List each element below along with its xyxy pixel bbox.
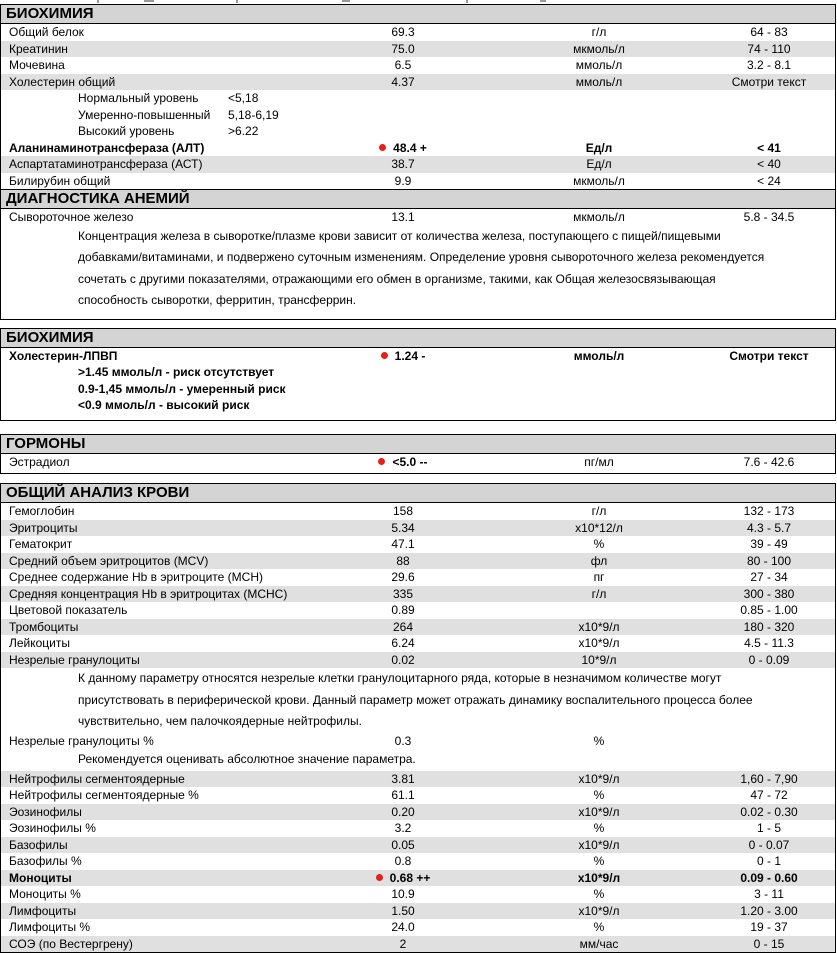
result-cell [311,520,495,537]
abnormal-flag-icon [376,874,383,881]
units: Ед/л [585,140,613,155]
param-name: Нейтрофилы сегментоядерные % [9,788,199,802]
reference-range: 27 - 34 [750,570,788,584]
interpretation-row: 0.9-1,45 ммоль/л - умеренный риск [78,381,286,396]
result-value: 264 [392,619,414,634]
result-cell [311,454,495,471]
units: мм/час [579,936,619,951]
interpretation-row [1,123,835,140]
result-row [1,454,835,471]
reference-range: 3.2 - 8.1 [746,58,792,72]
result-cell [311,886,495,903]
result-row [1,24,835,41]
reference-range: 0.02 - 0.30 [740,804,798,819]
reference-range: < 41 [757,140,781,155]
param-name: Цветовой показатель [9,603,128,617]
result-value: <5.0 -- [392,454,428,469]
result-value: 1.24 - [394,348,426,363]
result-row [1,870,835,887]
units: x10*9/л [578,837,620,852]
units: г/л [591,586,607,601]
units: x10*12/л [575,520,623,535]
units: x10*9/л [577,870,621,885]
section-title: ОБЩИЙ АНАЛИЗ КРОВИ [1,484,835,503]
param-name: Незрелые гранулоциты % [9,733,154,748]
result-cell [311,936,495,953]
result-row [1,536,835,553]
section-cbc [0,483,836,953]
abnormal-flag-icon [379,144,386,151]
result-row [1,41,835,58]
reference-range: 1.20 - 3.00 [740,903,798,918]
result-cell [311,853,495,870]
interpretation-row [1,90,835,107]
comment-note [1,749,835,771]
param-name: Креатинин [9,41,68,56]
comment-note [1,668,835,733]
param-name: Аланинаминотрансфераза (АЛТ) [9,140,205,155]
units: Ед/л [586,157,612,171]
interpretation-row [1,107,835,124]
result-cell [311,820,495,837]
result-value: 0.89 [391,603,415,617]
result-value: 47.1 [391,537,415,551]
units: мкмоль/л [573,41,625,56]
result-row [1,503,835,520]
result-row [1,903,835,920]
units: пг [593,570,605,584]
reference-range: 0 - 0.09 [748,652,790,667]
param-name: Лимфоциты [9,903,77,918]
units: мкмоль/л [573,173,625,188]
param-name: Базофилы [9,837,68,852]
result-row [1,652,835,669]
result-row [1,173,835,190]
comment-line: Концентрация железа в сыворотке/плазме крови зависит от количества железа, поступающего с пищей/пищевыми [78,228,721,243]
param-name: СОЭ (по Вестергрену) [9,936,133,951]
result-value: 9.9 [394,173,412,188]
result-row [1,553,835,570]
result-cell [311,24,495,41]
comment-line: Рекомендуется оценивать абсолютное значение параметра. [78,752,416,766]
reference-range: Смотри текст [731,74,807,89]
result-value: 6.5 [394,58,412,72]
result-value: 2 [399,936,407,951]
reference-range: 39 - 49 [750,537,788,551]
param-name: Среднее содержание Hb в эритроците (MCH) [9,570,263,584]
comment-line: способность сыворотки, ферритин, трансферрин. [78,293,357,307]
result-value: 5.34 [391,520,415,535]
units: г/л [591,504,607,518]
reference-range: 1,60 - 7,90 [740,771,798,786]
result-value: 61.1 [391,788,415,802]
param-name: Эритроциты [9,520,78,535]
result-row [1,619,835,636]
comment-line: добавками/витаминами, и подвержено суточным изменениям. Определение уровня сывороточного железа рекомендуется [78,250,765,264]
reference-range: 300 - 380 [743,586,795,601]
result-value: 158 [392,504,414,518]
result-cell [311,569,495,586]
result-cell [311,771,495,788]
result-cell [311,733,495,750]
units: ммоль/л [573,348,625,363]
result-value: 88 [396,553,410,568]
section-title: БИОХИМИЯ [1,329,835,348]
section-anemia [0,189,836,320]
units: ммоль/л [575,74,623,89]
result-row [1,57,835,74]
units: 10*9/л [581,652,617,667]
units: % [593,788,605,802]
param-name: Гемоглобин [9,504,75,518]
reference-range: 0.09 - 0.60 [740,870,798,885]
interpretation-value: >6.22 [228,124,259,138]
reference-range: 80 - 100 [746,553,792,568]
reference-range: 180 - 320 [743,619,795,634]
result-cell [311,903,495,920]
result-cell [311,837,495,854]
result-value: 335 [392,586,414,601]
reference-range: 0 - 15 [753,936,785,951]
result-row [1,569,835,586]
comment-line: К данному параметру относятся незрелые клетки гранулоцитарного ряда, которые в незначимом количестве могут [78,671,722,685]
reference-range: 4.3 - 5.7 [746,520,792,535]
result-value: 24.0 [391,920,415,934]
result-row [1,733,835,750]
reference-range: 74 - 110 [747,41,791,56]
result-value: 6.24 [391,636,415,650]
result-value: 29.6 [391,570,415,584]
result-cell [311,602,495,619]
reference-range: 47 - 72 [750,788,788,802]
param-name: Незрелые гранулоциты [9,652,140,667]
section-title: БИОХИМИЯ [1,5,835,24]
result-value: 1.50 [391,903,415,918]
units [495,602,703,619]
param-name: Средняя концентрация Hb в эритроцитах (MCHC) [9,586,288,601]
units: фл [590,553,608,568]
comment-note [1,226,835,312]
reference-range: 7.6 - 42.6 [743,454,795,469]
result-row [1,635,835,652]
clipped-previous-row [0,0,837,4]
units: x10*9/л [578,903,620,918]
interpretation-label: Нормальный уровень [78,91,199,105]
abnormal-flag-icon [381,352,388,359]
section-biochemistry-2 [0,328,836,421]
result-row [1,602,835,619]
result-row [1,820,835,837]
result-row [1,804,835,821]
param-name: Лимфоциты % [9,920,91,934]
param-name: Тромбоциты [9,619,79,634]
lab-report [0,4,836,953]
reference-range: 4.5 - 11.3 [744,636,794,650]
abnormal-flag-icon [378,458,385,465]
result-value: 13.1 [391,210,415,224]
result-row [1,936,835,953]
result-cell [311,173,495,190]
param-name: Средний объем эритроцитов (MCV) [9,553,209,568]
result-cell [311,553,495,570]
comment-line: присутствовать в периферической крови. Данный параметр может отражать динамику воспалительного процесса более [78,692,753,707]
param-name: Эстрадиол [9,454,70,469]
interpretation-value: 5,18-6,19 [228,107,279,122]
reference-range: 19 - 37 [750,920,788,934]
result-cell [311,57,495,74]
interpretation-row: <0.9 ммоль/л - высокий риск [78,398,250,412]
comment-line: сочетать с другими показателями, отражающими его обмен в организме, такими, как Общая железосвязывающая [78,271,716,286]
result-value: 10.9 [391,887,415,901]
units: г/л [591,25,607,39]
interpretation-label: Умеренно-повышенный [78,107,211,122]
reference-range: 0.85 - 1.00 [740,603,798,617]
section-title: ГОРМОНЫ [1,435,835,454]
result-value: 4.37 [391,74,415,89]
result-cell [311,74,495,91]
result-row [1,837,835,854]
interpretation-value: <5,18 [228,91,259,105]
result-value: 0.02 [391,652,415,667]
reference-range: 5.8 - 34.5 [743,210,795,224]
param-name: Эозинофилы % [9,821,96,835]
result-row [1,348,835,365]
result-row [1,886,835,903]
param-name: Аспартатаминотрансфераза (АСТ) [9,157,203,171]
reference-range: Смотри текст [729,348,809,363]
result-value: 0.68 ++ [389,870,431,885]
interpretation-row: >1.45 ммоль/л - риск отсутствует [78,365,275,379]
units: % [593,733,605,748]
result-cell [311,348,495,365]
units: мкмоль/л [573,210,625,224]
result-value: 0.05 [391,837,415,852]
param-name: Общий белок [9,25,84,39]
result-row [1,919,835,936]
result-value: 69.3 [391,25,415,39]
result-cell [311,804,495,821]
result-row [1,853,835,870]
section-biochemistry-1 [0,4,836,190]
result-row [1,209,835,226]
units: % [593,821,605,835]
reference-range: 132 - 173 [743,504,795,518]
param-name: Нейтрофилы сегментоядерные [9,771,185,786]
units: пг/мл [584,454,614,469]
result-cell [311,619,495,636]
units: % [593,920,605,934]
param-name: Холестерин общий [9,74,116,89]
reference-range: < 24 [757,173,781,188]
section-hormones [0,434,836,475]
result-cell [311,140,495,157]
reference-range: 0 - 1 [756,854,781,868]
result-value: 0.8 [394,854,412,868]
result-cell [311,870,495,887]
result-cell [311,156,495,173]
result-row [1,520,835,537]
result-cell [311,209,495,226]
units: % [593,537,605,551]
units: % [593,887,605,901]
reference-range: 1 - 5 [756,821,781,835]
result-cell [311,919,495,936]
section-title: ДИАГНОСТИКА АНЕМИЙ [1,190,835,209]
units: x10*9/л [578,636,620,650]
result-cell [311,536,495,553]
result-row [1,771,835,788]
reference-range [703,733,835,750]
result-row [1,140,835,157]
result-cell [311,503,495,520]
param-name: Моноциты % [9,887,81,901]
result-value: 38.7 [391,157,415,171]
reference-range: 64 - 83 [750,25,788,39]
param-name: Мочевина [9,58,65,72]
units: % [593,854,605,868]
result-value: 0.20 [391,804,415,819]
param-name: Холестерин-ЛПВП [9,348,118,363]
reference-range: < 40 [757,157,781,171]
param-name: Моноциты [9,870,72,885]
result-value: 3.81 [391,771,415,786]
result-value: 48.4 + [393,140,427,155]
param-name: Билирубин общий [9,173,111,188]
units: x10*9/л [578,804,620,819]
result-row [1,586,835,603]
result-row [1,156,835,173]
param-name: Эозинофилы [9,804,82,819]
param-name: Сывороточное железо [9,210,134,224]
result-value: 75.0 [391,41,415,56]
interpretation-label: Высокий уровень [78,124,175,138]
reference-range: 0 - 0.07 [748,837,790,852]
result-row [1,74,835,91]
result-cell [311,652,495,669]
param-name: Базофилы % [9,854,82,868]
result-cell [311,635,495,652]
result-value: 0.3 [394,733,412,748]
result-cell [311,586,495,603]
param-name: Гематокрит [9,537,73,551]
comment-line: чувствительно, чем палочкоядерные нейтрофилы. [78,714,362,728]
result-cell [311,787,495,804]
result-cell [311,41,495,58]
units: ммоль/л [575,58,623,72]
result-row [1,787,835,804]
result-value: 3.2 [394,821,412,835]
param-name: Лейкоциты [9,636,71,650]
units: x10*9/л [578,771,620,786]
reference-range: 3 - 11 [754,887,784,901]
units: x10*9/л [578,619,620,634]
